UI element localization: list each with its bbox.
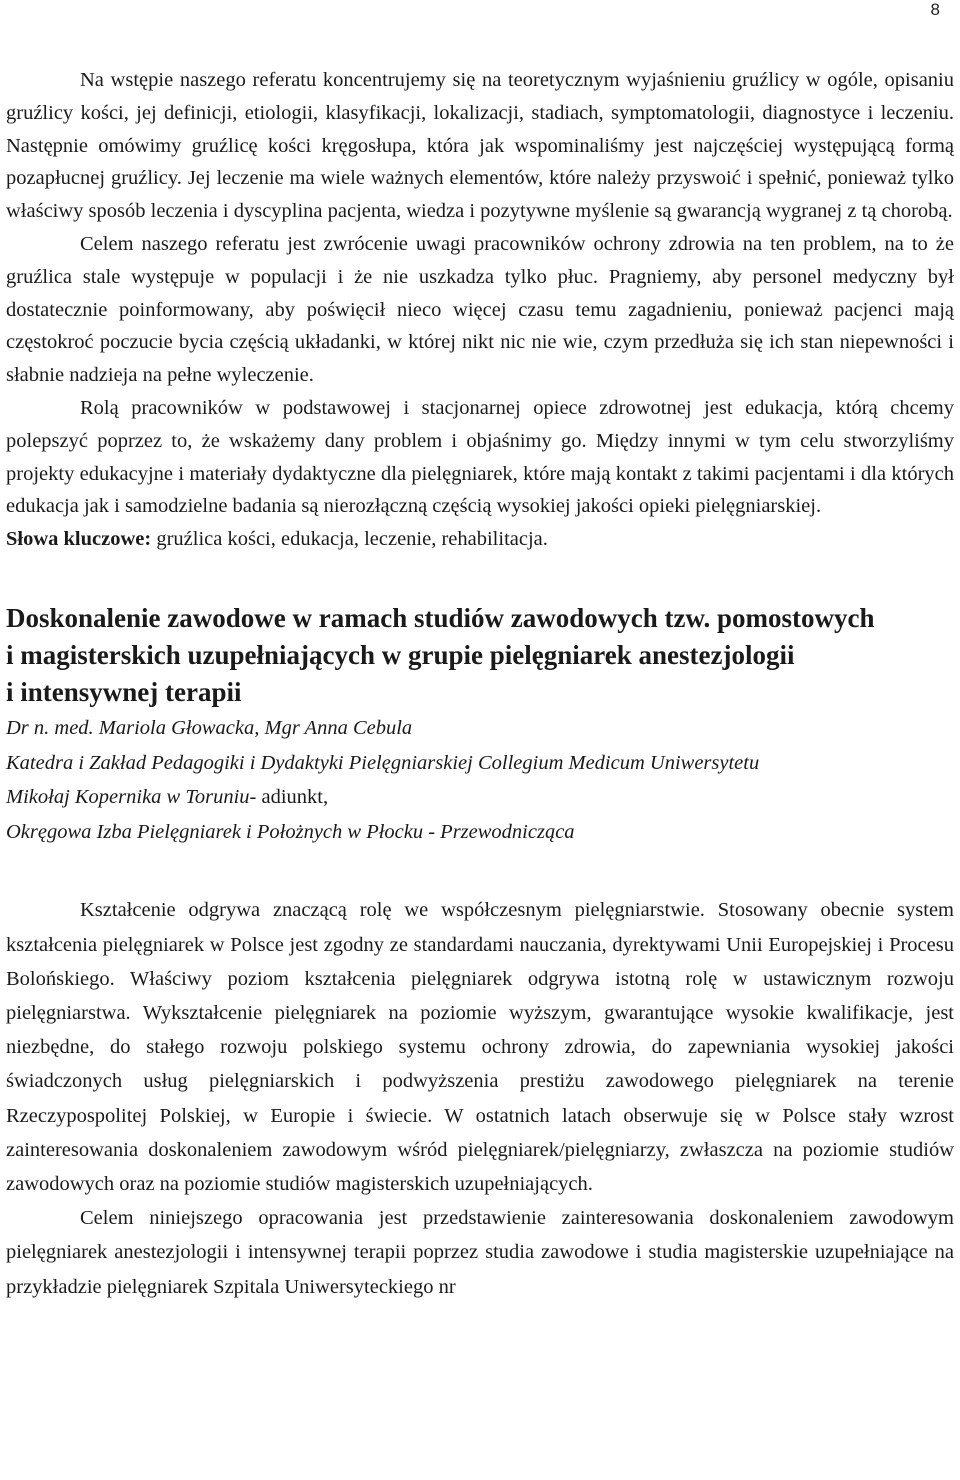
paragraph-2	[6, 228, 954, 392]
article-paragraph-1: Kształcenie odgrywa znaczącą rolę we współczesnym pielęgniarstwie. Stosowany obecnie system kształcenia pielęgniarek w Polsce jest zgodny ze standardami nauczania, dyrektywami Unii Europejskiej i Procesu Bolońskiego. Właściwy poziom kształcenia pielęgniarek odgrywa istotną rolę w ustawicznym rozwoju pielęgniarstwa. Wykształcenie pielęgniarek na poziomie wyższym, gwarantujące wysokie kwalifikacje, jest niezbędne, do stałego rozwoju polskiego systemu ochrony zdrowia, do zapewniania wysokiej jakości świadczonych usług pielęgniarskich i podwyższenia prestiżu zawodowego pielęgniarek na terenie Rzeczypospolitej Polskiej, w Europie i świecie. W ostatnich latach obserwuje się w Polsce stały wzrost zainteresowania doskonaleniem zawodowym wśród pielęgniarek/pielęgniarzy, zwłaszcza na poziomie studiów zawodowych oraz na poziomie studiów magisterskich uzupełniających.	[6, 899, 954, 1195]
article-heading	[6, 600, 954, 711]
affiliation-role: adiunkt,	[256, 786, 329, 809]
keywords-line	[6, 523, 954, 556]
authors-block	[6, 711, 954, 849]
keywords-label: Słowa kluczowe:	[6, 528, 152, 551]
paragraph-1-part-a: Na wstępie naszego referatu koncentrujemy się na teoretycznym wyjaśnieniu gruźlicy w ogóle, opisaniu gruźlicy kości, jej definicji, etiologii, klasyfikacji, lokalizacji, stadiach, symptomatologii, diagnostyce i leczeniu. Następnie omówimy gruźlicę kości kręgosłupa, która jak wspominaliśmy jest najczęściej występującą formą pozapłucnej gruźlicy.	[6, 69, 954, 190]
paragraph-3	[6, 392, 954, 523]
article-title-line-2: i magisterskich uzupełniających w grupie pielęgniarek anestezjologii	[6, 639, 795, 670]
page-content	[6, 64, 954, 1304]
paragraph-1-part-b: Jej leczenie ma wiele ważnych elementów, które należy przyswoić i spełnić, ponieważ tylko właściwy sposób leczenia i dyscyplina pacjenta, wiedza i pozytywne myślenie są gwarancją wygranej z tą chorobą.	[6, 167, 955, 223]
affiliation-line-3: Okręgowa Izba Pielęgniarek i Położnych w Płocku - Przewodnicząca	[6, 820, 575, 843]
keywords-value: gruźlica kości, edukacja, leczenie, rehabilitacja.	[156, 528, 548, 551]
affiliation-line-2-text: Mikołaj Kopernika w Toruniu-	[6, 786, 257, 809]
authors: Dr n. med. Mariola Głowacka, Mgr Anna Cebula	[6, 716, 413, 739]
page-number: 8	[930, 0, 940, 19]
article-title-line-3: i intensywnej terapii	[6, 676, 242, 707]
affiliation-line-1: Katedra i Zakład Pedagogiki i Dydaktyki Pielęgniarskiej Collegium Medicum Uniwersytetu	[6, 751, 760, 774]
article-paragraph-2: Celem niniejszego opracowania jest przedstawienie zainteresowania doskonaleniem zawodowym pielęgniarek anestezjologii i intensywnej terapii poprzez studia zawodowe i studia magisterskie uzupełniające na przykładzie pielęgniarek Szpitala Uniwersyteckiego nr	[6, 1207, 954, 1298]
article-title-line-1: Doskonalenie zawodowe w ramach studiów zawodowych tzw. pomostowych	[6, 602, 875, 633]
affiliation-line-2	[6, 780, 954, 815]
intro-section	[6, 64, 954, 556]
paragraph-2-part-a: Celem naszego referatu jest zwrócenie uwagi pracowników ochrony zdrowia na ten problem, na to że gruźlica stale występuje w populacji i że nie uszkadza tylko płuc.	[6, 232, 954, 288]
paragraph-2-part-b: Pragniemy, aby personel medyczny był dostatecznie poinformowany, aby poświęcił nieco więcej czasu temu zagadnieniu, ponieważ pacjenci mają częstokroć poczucie bycia częścią układanki, w której nikt nic nie wie, czym przedłuża się ich stan niepewności i słabnie nadzieja na pełne wyleczenie.	[6, 265, 954, 387]
article-body	[6, 893, 954, 1303]
paragraph-3-part-b: Między innymi w tym celu stworzyliśmy projekty edukacyjne i materiały dydaktyczne dla pielęgniarek, które mają kontakt z takimi pacjentami i dla których edukacja jak i samodzielne badania są nierozłączną częścią wysokiej jakości opieki pielęgniarskiej.	[6, 429, 955, 518]
paragraph-3-part-a: Rolą pracowników w podstawowej i stacjonarnej opiece zdrowotnej jest edukacja, którą chcemy polepszyć poprzez to, że wskażemy dany problem i objaśnimy go.	[6, 396, 954, 452]
paragraph-1	[6, 64, 954, 228]
